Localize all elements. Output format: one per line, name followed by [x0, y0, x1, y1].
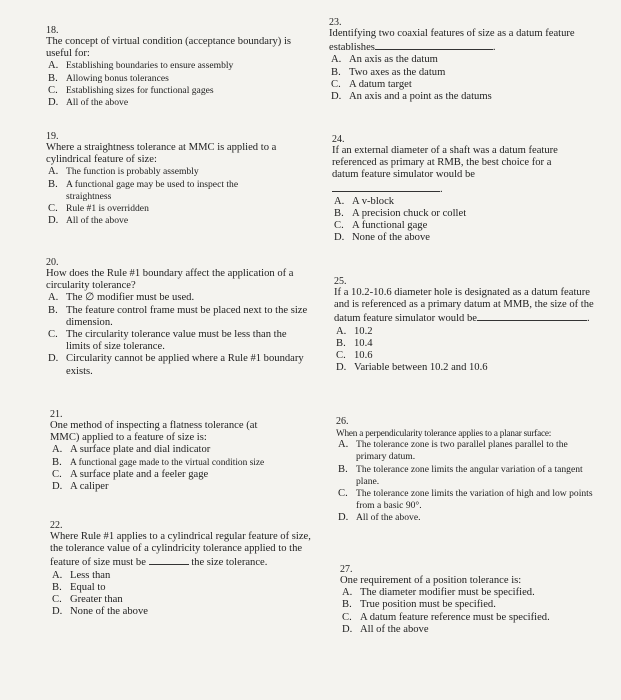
- question-27: [340, 564, 605, 636]
- question-stem: One method of inspecting a flatness tolerance (at MMC) applied to a feature of size is:: [50, 420, 258, 444]
- option-b[interactable]: B. Equal to: [52, 581, 106, 593]
- question-number: 22.: [50, 520, 63, 531]
- option-b[interactable]: B. True position must be specified.: [342, 599, 496, 611]
- question-stem: If an external diameter of a shaft was a datum feature referenced as primary at RMB, the best choice for a datum feature simulator would be.: [332, 145, 558, 195]
- option-a[interactable]: A. The function is probably assembly: [48, 166, 199, 178]
- option-d[interactable]: D. All of the above: [48, 215, 129, 227]
- option-b[interactable]: B. 10.4: [336, 337, 373, 349]
- question-24: [332, 134, 564, 245]
- option-c[interactable]: C. A datum target: [331, 78, 412, 90]
- option-b[interactable]: B. The feature control frame must be placed next to the size dimension.: [48, 304, 308, 328]
- option-d[interactable]: D. All of the above.: [338, 512, 421, 524]
- option-a[interactable]: A. 10.2: [336, 325, 373, 337]
- question-number: 20.: [46, 257, 59, 268]
- option-c[interactable]: C. Rule #1 is overridden: [48, 203, 149, 215]
- option-d[interactable]: D. Variable between 10.2 and 10.6: [336, 362, 488, 374]
- question-number: 25.: [334, 276, 347, 287]
- option-a[interactable]: A. Less than: [52, 569, 111, 581]
- option-c[interactable]: C. Establishing sizes for functional gages: [48, 84, 214, 96]
- answer-blank[interactable]: [375, 40, 493, 50]
- answer-blank[interactable]: [332, 182, 440, 192]
- option-c[interactable]: C. Greater than: [52, 594, 123, 606]
- option-c[interactable]: C. A datum feature reference must be specified.: [342, 611, 550, 623]
- option-c[interactable]: C. The tolerance zone limits the variation of high and low points from a basic 90°.: [338, 488, 593, 512]
- option-d[interactable]: D. None of the above: [334, 232, 430, 244]
- question-number: 21.: [50, 409, 63, 420]
- option-d[interactable]: D. All of the above: [48, 97, 129, 109]
- option-b[interactable]: B. A functional gage may be used to inspect the straightness: [48, 178, 239, 202]
- option-d[interactable]: D. An axis and a point as the datums: [331, 91, 492, 103]
- question-stem: Where Rule #1 applies to a cylindrical regular feature of size, the tolerance value of a cylindricity tolerance applied to the feature of size must be the size tolerance.: [50, 531, 311, 569]
- question-number: 19.: [46, 131, 59, 142]
- option-d[interactable]: D. A caliper: [52, 481, 109, 493]
- answer-blank[interactable]: [149, 555, 189, 565]
- option-b[interactable]: B. A functional gage made to the virtual condition size: [52, 456, 265, 468]
- question-stem: Where a straightness tolerance at MMC is applied to a cylindrical feature of size:: [46, 142, 277, 166]
- question-18: [46, 25, 308, 109]
- option-c[interactable]: C. A surface plate and a feeler gage: [52, 468, 209, 480]
- option-b[interactable]: B. Allowing bonus tolerances: [48, 72, 169, 84]
- question-number: 27.: [340, 564, 353, 575]
- question-stem: One requirement of a position tolerance is:: [340, 575, 522, 586]
- option-c[interactable]: C. A functional gage: [334, 220, 428, 232]
- option-a[interactable]: A. The ∅ modifier must be used.: [48, 292, 195, 304]
- question-number: 23.: [329, 17, 342, 28]
- option-a[interactable]: A. Establishing boundaries to ensure assembly: [48, 60, 234, 72]
- question-21: [50, 409, 315, 493]
- option-b[interactable]: B. Two axes as the datum: [331, 66, 446, 78]
- question-stem: When a perpendicularity tolerance applies to a planar surface:: [336, 428, 552, 438]
- question-20: [46, 257, 310, 378]
- question-22: [50, 520, 315, 618]
- option-b[interactable]: B. The tolerance zone limits the angular variation of a tangent plane.: [338, 463, 583, 487]
- question-stem: If a 10.2-10.6 diameter hole is designated as a datum feature and is referenced as a primary datum at MMB, the size of the datum feature simulator would be .: [334, 287, 594, 325]
- option-a[interactable]: A. An axis as the datum: [331, 54, 438, 66]
- question-23: [329, 17, 589, 103]
- option-c[interactable]: C. 10.6: [336, 350, 373, 362]
- option-c[interactable]: C. The circularity tolerance value must be less than the limits of size tolerance.: [48, 329, 287, 353]
- option-a[interactable]: A. A surface plate and dial indicator: [52, 444, 211, 456]
- question-number: 24.: [332, 134, 345, 145]
- question-25: [334, 276, 596, 374]
- option-a[interactable]: A. The tolerance zone is two parallel planes parallel to the primary datum.: [338, 439, 568, 463]
- question-stem: The concept of virtual condition (acceptance boundary) is useful for:: [46, 36, 292, 60]
- option-a[interactable]: A. A v-block: [334, 195, 395, 207]
- option-d[interactable]: D. All of the above: [342, 623, 429, 635]
- question-stem: Identifying two coaxial features of size as a datum feature establishes .: [329, 28, 575, 54]
- question-number: 18.: [46, 25, 59, 36]
- question-26: [336, 416, 598, 525]
- answer-blank[interactable]: [477, 311, 587, 321]
- question-stem: How does the Rule #1 boundary affect the application of a circularity tolerance?: [46, 268, 294, 292]
- option-a[interactable]: A. The diameter modifier must be specified.: [342, 587, 535, 599]
- question-19: [46, 131, 311, 227]
- option-d[interactable]: D. None of the above: [52, 606, 148, 618]
- option-b[interactable]: B. A precision chuck or collet: [334, 208, 467, 220]
- question-number: 26.: [336, 416, 349, 427]
- option-d[interactable]: D. Circularity cannot be applied where a Rule #1 boundary exists.: [48, 353, 304, 377]
